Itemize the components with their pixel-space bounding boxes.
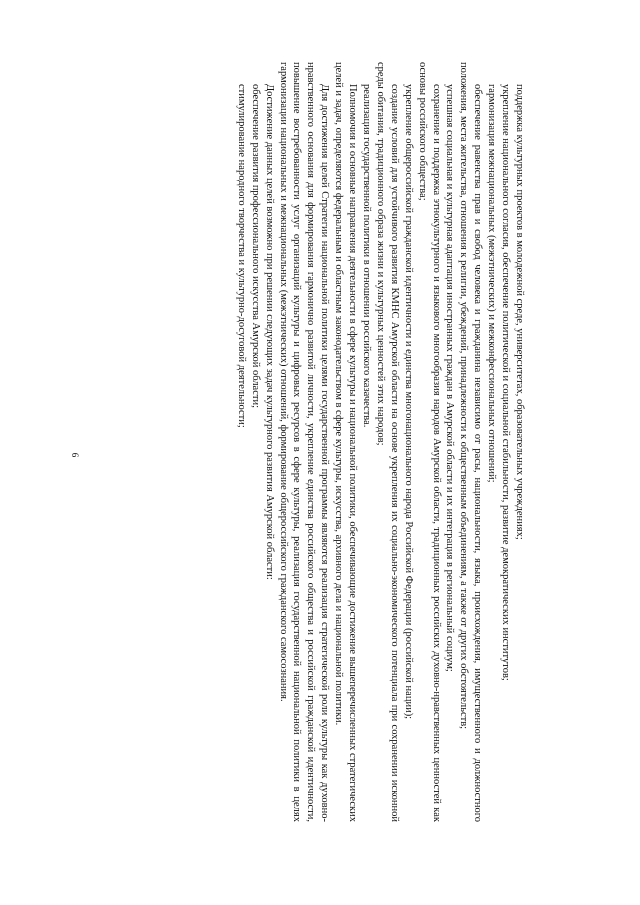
- paragraph-9: реализация государственной политики в отношении российского казачества.: [361, 84, 373, 428]
- document-body: [194, 62, 526, 822]
- paragraph-8: создание условий для устойчивого развития КМНС Амурской области на основе укрепления их социально-экономического потенциала при сохранении исконной среды обитания, традиционного образа жизни и культурных ценностей этих народов;: [374, 62, 400, 822]
- paragraph-5: успешная социальная и культурная адаптация иностранных граждан в Амурской области и их интеграция в региональный социум;: [444, 84, 456, 672]
- paragraph-6: сохранение и поддержка этнокультурного и языкового многообразия народов Амурской области, традиционных российских духовно-нравственных ценностей как основы российского общества;: [416, 62, 442, 822]
- paragraph-11: Для достижения целей Стратегии национальной политики целями государственной программы являются реализация стратегической роли культуры как духовно-нравственного основания для формирования гармонично развитой личности, укрепление единства российского общества и российской гражданской идентичности, повышение востребованности услуг организаций культуры и цифровых ресурсов в сфере культуры, реализация государственной национальной политики в целях гармонизации национальных и межнациональных (межэтнических) отношений, формирование общероссийского гражданского самосознания.: [277, 62, 331, 822]
- paragraph-12: Достижение данных целей возможно при решении следующих задач культурного развития Амурской области:: [263, 84, 275, 580]
- paragraph-2: укрепление национального согласия, обеспечение политической и социальной стабильности, развитие демократических институтов;: [500, 84, 512, 681]
- paragraph-10: Полномочия и основные направления деятельности в сфере культуры и национальной политики, обеспечивающие достижение вышеперечисленных стратегических целей и задач, определяются федеральным и областным законодательством в сфере культуры, искусства, архивного дела и национальной политики.: [333, 62, 359, 822]
- paragraph-13: обеспечение развития профессионального искусства Амурской области;: [249, 84, 261, 409]
- paragraph-1: поддержка культурных проектов в молодежной среде, университетах, образовательных учреждениях;: [514, 84, 525, 540]
- paragraph-4: обеспечение равенства прав и свобод человека и гражданина независимо от расы, национальности, языка, происхождения, имущественного и должностного положения, места жительства, отношения к религии, убеждений, принадлежности к общественным объединениям, а также от других обстоятельств;: [458, 62, 484, 822]
- paragraph-7: укрепление общероссийской гражданской идентичности и единства многонационального народа Российской Федерации (российской нации);: [402, 84, 414, 720]
- paragraph-3: гармонизация межнациональных (межэтнических) и межконфессиональных отношений;: [486, 84, 498, 483]
- page-number: 6: [70, 452, 80, 458]
- paragraph-14: стимулирование народного творчества и культурно-досуговой деятельности;: [235, 84, 247, 428]
